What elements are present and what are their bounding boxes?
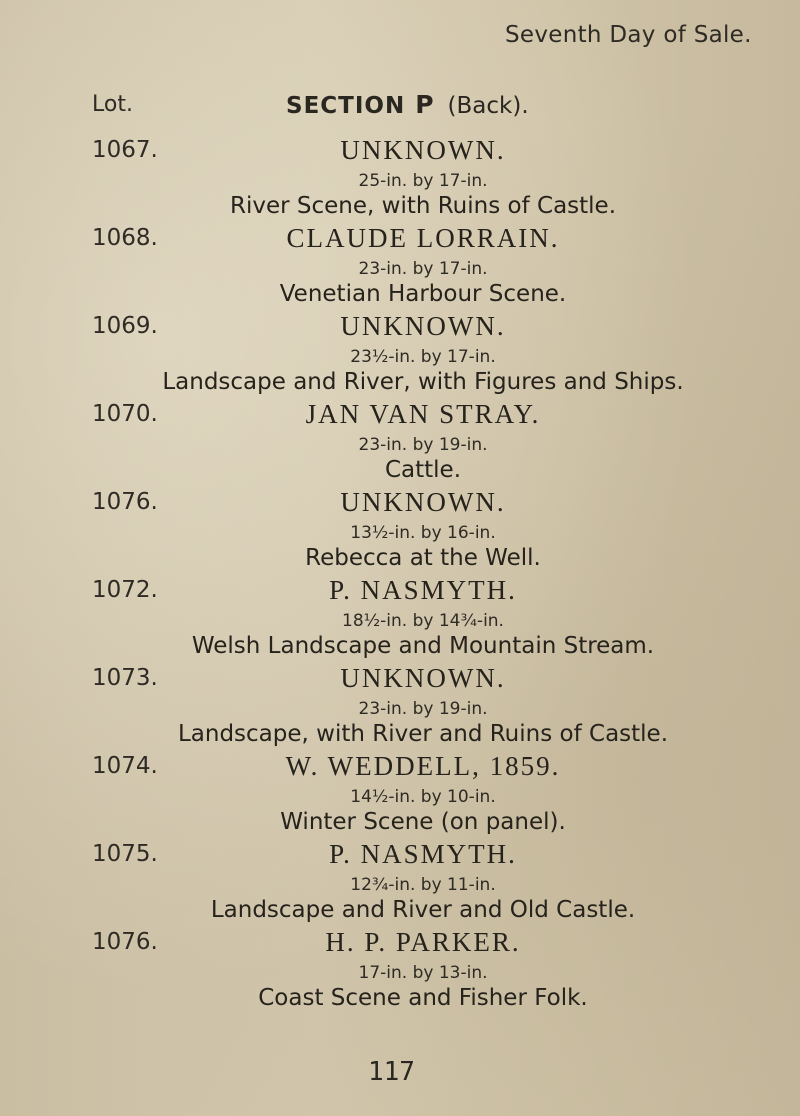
dimensions: 23-in. by 19-in. [358,699,488,719]
section-letter: P [415,90,434,119]
dimensions: 12¾-in. by 11-in. [350,875,496,895]
lot-column-label: Lot. [92,92,133,117]
section-heading [286,90,529,119]
lot-number: 1069. [92,313,158,339]
dimensions: 23-in. by 17-in. [358,259,488,279]
artwork-title: Coast Scene and Fisher Folk. [258,985,588,1011]
lot-entry [0,927,800,1037]
artist-name: P. NASMYTH. [329,839,517,869]
artist-name: H. P. PARKER. [325,927,521,957]
lot-number: 1070. [92,401,158,427]
artist-name: W. WEDDELL, 1859. [285,751,561,781]
artwork-title: Landscape, with River and Ruins of Castle. [177,721,669,747]
lot-number: 1076. [92,929,158,955]
lot-number: 1067. [92,137,158,163]
lot-number: 1076. [92,489,158,515]
lot-number: 1073. [92,665,158,691]
artwork-title: Cattle. [384,457,462,483]
page-number: 117 [368,1057,415,1087]
artwork-title: Landscape and River and Old Castle. [210,897,636,923]
dimensions: 23½-in. by 17-in. [350,347,496,367]
section-word: SECTION [286,93,406,119]
lot-number: 1072. [92,577,158,603]
dimensions: 13½-in. by 16-in. [350,523,496,543]
dimensions: 23-in. by 19-in. [358,435,488,455]
artwork-title: River Scene, with Ruins of Castle. [229,193,617,219]
artwork-title: Winter Scene (on panel). [280,809,566,835]
artwork-title: Welsh Landscape and Mountain Stream. [191,633,655,659]
artist-name: UNKNOWN. [340,487,506,517]
artist-name: P. NASMYTH. [329,575,517,605]
artist-name: JAN VAN STRAY. [305,399,541,429]
lot-number: 1074. [92,753,158,779]
artist-name: UNKNOWN. [340,135,506,165]
artist-name: UNKNOWN. [340,311,506,341]
dimensions: 18½-in. by 14¾-in. [342,611,504,631]
artist-name: UNKNOWN. [340,663,506,693]
lot-number: 1068. [92,225,158,251]
page-header: Seventh Day of Sale. [505,22,752,48]
artwork-title: Landscape and River, with Figures and Ships. [162,369,684,395]
lot-number: 1075. [92,841,158,867]
dimensions: 14½-in. by 10-in. [350,787,496,807]
dimensions: 25-in. by 17-in. [358,171,488,191]
artist-name: CLAUDE LORRAIN. [286,223,560,253]
artwork-title: Rebecca at the Well. [305,545,541,571]
section-qualifier: (Back). [447,93,529,119]
artwork-title: Venetian Harbour Scene. [279,281,567,307]
dimensions: 17-in. by 13-in. [358,963,488,983]
